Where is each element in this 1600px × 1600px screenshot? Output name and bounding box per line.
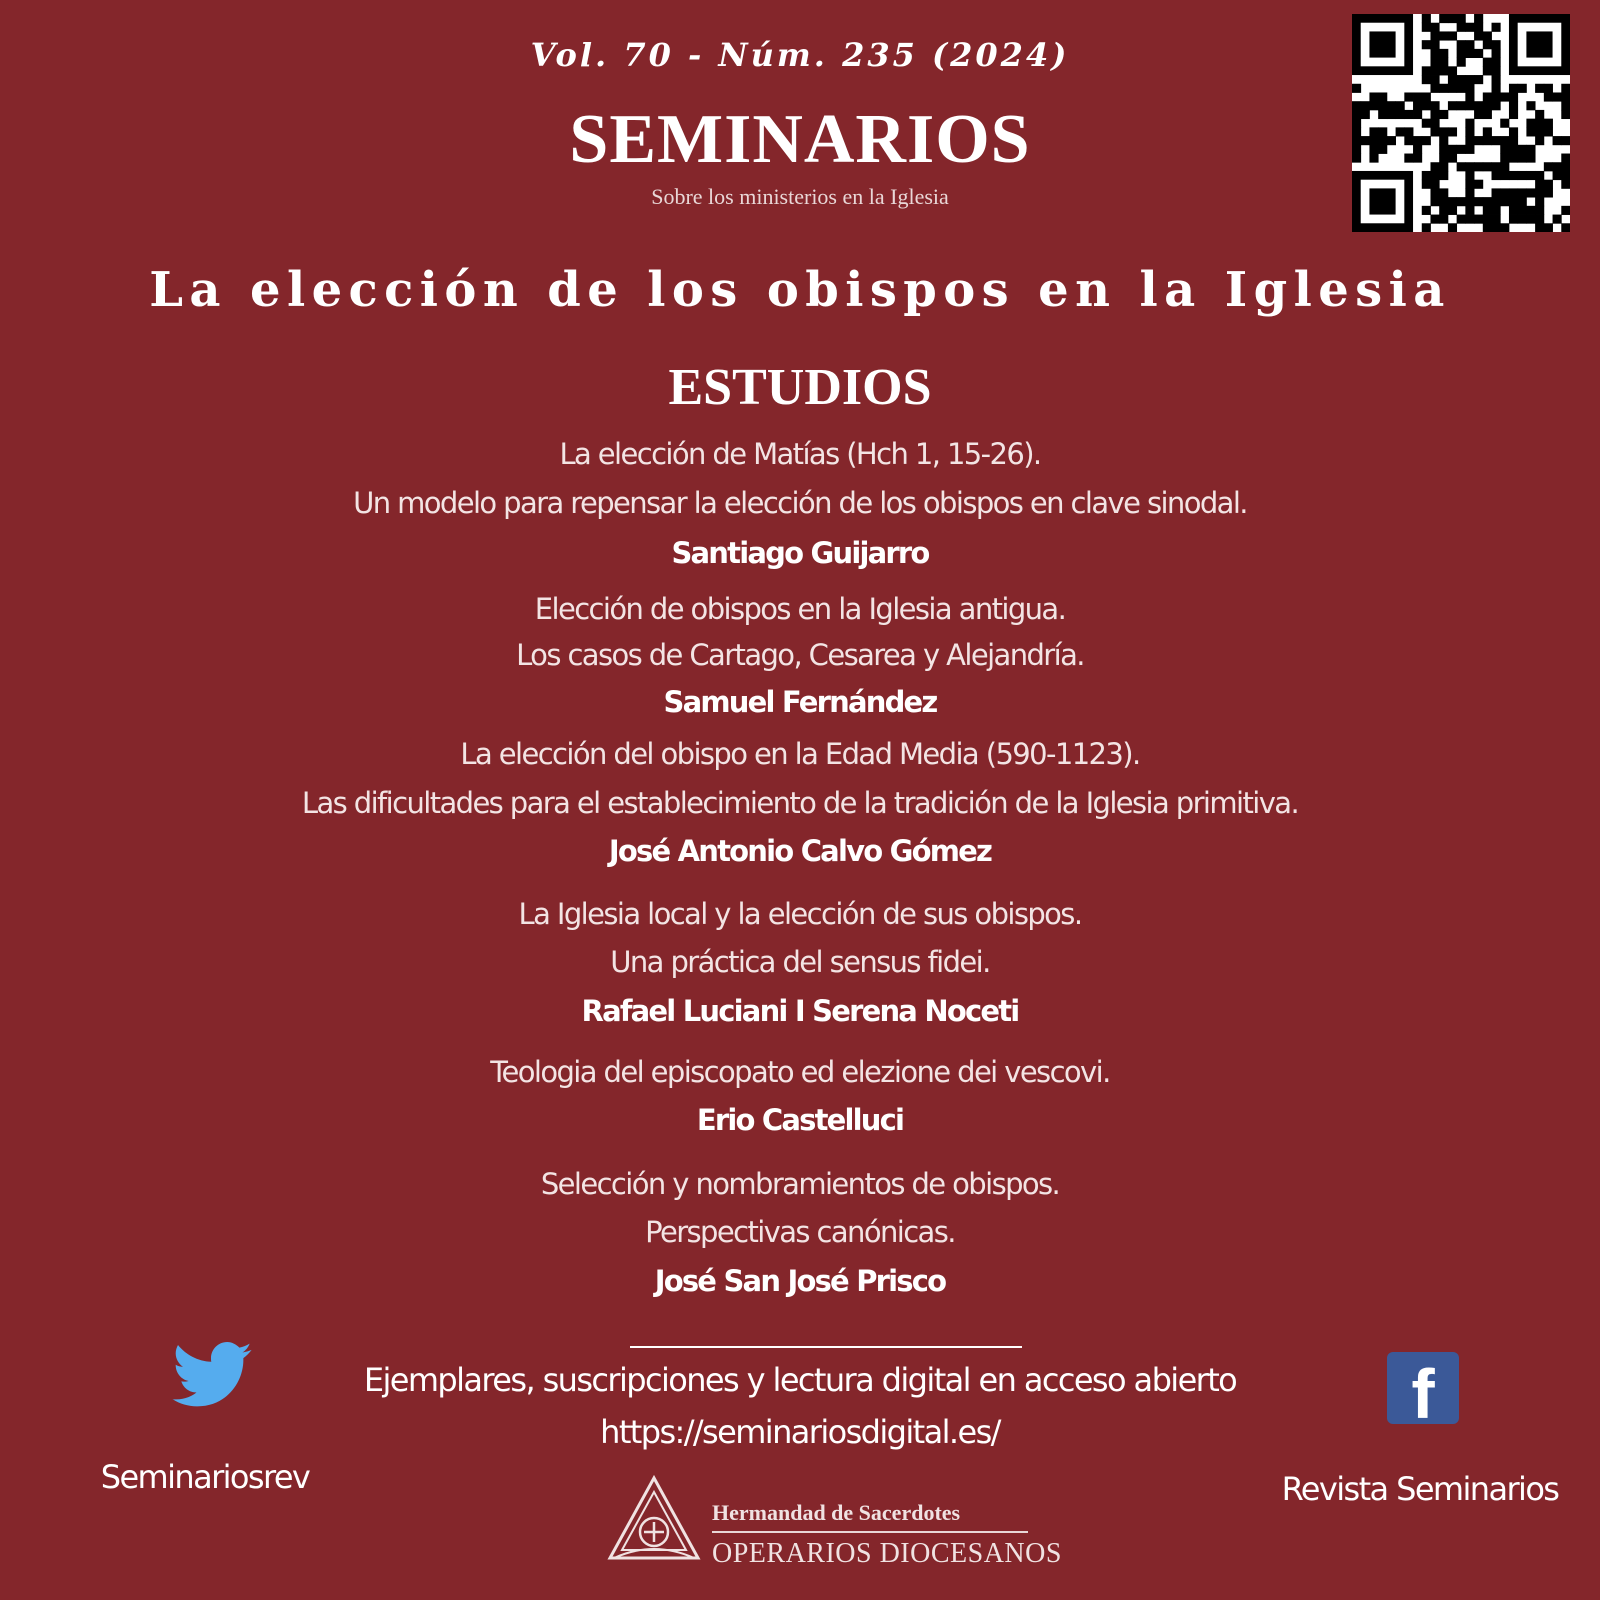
org-name-line-1: Hermandad de Sacerdotes <box>712 1500 961 1525</box>
article-1-author: Santiago Guijarro <box>671 536 929 570</box>
footer-access-text: Ejemplares, suscripciones y lectura digital en acceso abierto <box>363 1361 1237 1399</box>
facebook-page-name[interactable]: Revista Seminarios <box>1281 1470 1559 1508</box>
issue-title: La elección de los obispos en la Iglesia <box>149 262 1451 318</box>
operarios-logo-icon <box>604 1474 704 1566</box>
org-divider <box>712 1531 1028 1533</box>
article-4-title-line-1: La Iglesia local y la elección de sus obispos. <box>518 897 1082 931</box>
article-2-title-line-2: Los casos de Cartago, Cesarea y Alejandría. <box>516 638 1084 672</box>
facebook-icon[interactable]: f <box>1387 1352 1459 1424</box>
article-6-title-line-1: Selección y nombramientos de obispos. <box>540 1167 1060 1201</box>
tagline: Sobre los ministerios en la Iglesia <box>651 184 949 209</box>
article-2-author: Samuel Fernández <box>663 685 937 719</box>
footer-url-link[interactable]: https://seminariosdigital.es/ <box>600 1413 1000 1451</box>
article-4-author: Rafael Luciani I Serena Noceti <box>581 994 1019 1028</box>
article-4-title-line-2: Una práctica del sensus fidei. <box>610 945 990 979</box>
twitter-bird-icon[interactable] <box>172 1342 252 1408</box>
qr-code-icon[interactable] <box>1352 14 1570 232</box>
article-1-title-line-2: Un modelo para repensar la elección de los obispos en clave sinodal. <box>353 486 1247 520</box>
org-name-line-2: OPERARIOS DIOCESANOS <box>712 1538 1062 1569</box>
volume-number: Vol. 70 - Núm. 235 (2024) <box>530 36 1070 74</box>
article-6-author: José San José Prisco <box>654 1264 946 1298</box>
twitter-handle[interactable]: Seminariosrev <box>100 1458 310 1496</box>
footer-divider <box>630 1346 1022 1348</box>
article-5-author: Erio Castelluci <box>696 1103 904 1137</box>
section-title: ESTUDIOS <box>668 359 932 416</box>
article-2-title-line-1: Elección de obispos en la Iglesia antigua. <box>534 592 1066 626</box>
article-1-title-line-1: La elección de Matías (Hch 1, 15-26). <box>559 437 1041 471</box>
qr-code-graphic <box>1352 14 1570 232</box>
article-5-title-line-1: Teologia del episcopato ed elezione dei vescovi. <box>490 1055 1110 1089</box>
masthead: SEMINARIOS <box>569 101 1031 178</box>
article-3-author: José Antonio Calvo Gómez <box>608 834 992 868</box>
article-3-title-line-1: La elección del obispo en la Edad Media (590-1123). <box>460 737 1140 771</box>
article-6-title-line-2: Perspectivas canónicas. <box>645 1215 955 1249</box>
article-3-title-line-2: Las dificultades para el establecimiento de la tradición de la Iglesia primitiva. <box>301 786 1299 820</box>
